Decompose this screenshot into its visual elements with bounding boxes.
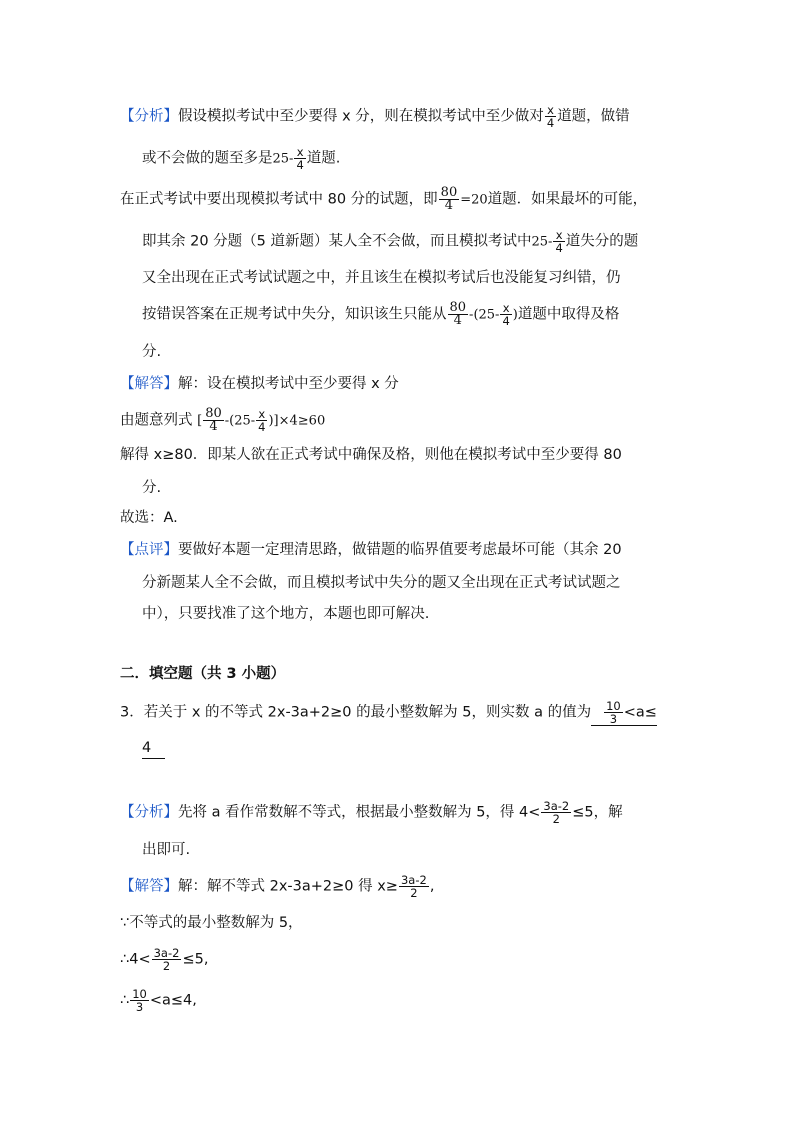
text: ∴ bbox=[120, 992, 130, 1009]
analysis-2-line-2: 出即可. bbox=[142, 842, 191, 858]
text: 假设模拟考试中至少要得 x 分，则在模拟考试中至少做对 bbox=[178, 108, 544, 125]
analysis-tag: 【分析】 bbox=[120, 804, 178, 821]
fraction bbox=[203, 408, 224, 433]
comment-line-1 bbox=[120, 540, 622, 560]
question-3-line-2 bbox=[142, 738, 165, 759]
fraction bbox=[545, 104, 556, 129]
comment-line-3: 中），只要找准了这个地方，本题也即可解决. bbox=[142, 606, 430, 622]
text: 在正式考试中要出现模拟考试中 80 分的试题，即 bbox=[120, 191, 438, 208]
text: , bbox=[429, 878, 435, 895]
numerator: 80 bbox=[440, 185, 458, 200]
numerator: x bbox=[294, 146, 305, 159]
solution-tag: 【解答】 bbox=[120, 376, 178, 392]
section-title: 二．填空题（共 3 小题） bbox=[120, 666, 286, 682]
math: =20 bbox=[460, 192, 488, 208]
paragraph-line-2 bbox=[142, 229, 638, 254]
denominator: 4 bbox=[258, 420, 266, 434]
fraction bbox=[399, 874, 429, 899]
denominator: 4 bbox=[555, 241, 563, 255]
fraction bbox=[152, 947, 182, 972]
math: [ bbox=[197, 413, 203, 429]
text: 或不会做的题至多是 bbox=[142, 150, 273, 167]
numerator: 10 bbox=[606, 699, 621, 713]
solution-line-2 bbox=[120, 408, 325, 433]
numerator: 10 bbox=[132, 987, 147, 1001]
numerator: x bbox=[545, 104, 556, 117]
paragraph-line-5: 分. bbox=[142, 344, 162, 360]
numerator: 3a-2 bbox=[400, 873, 427, 887]
paragraph-line-3: 又全出现在正式考试试题之中，并且该生在模拟考试后也没能复习纠错，仍 bbox=[142, 270, 621, 286]
solution-line-3: 解得 x≥80．即某人欲在正式考试中确保及格，则他在模拟考试中至少要得 80 bbox=[120, 447, 622, 463]
analysis-2-line-1 bbox=[120, 800, 623, 825]
math: 25- bbox=[531, 234, 553, 250]
math: 25- bbox=[272, 151, 294, 167]
fraction bbox=[130, 988, 149, 1013]
denominator: 4 bbox=[444, 198, 454, 213]
math: )]×4≥60 bbox=[268, 413, 326, 429]
math: -(25- bbox=[224, 413, 256, 429]
denominator: 4 bbox=[453, 313, 462, 328]
math: -(25- bbox=[469, 307, 500, 323]
fraction bbox=[541, 800, 571, 825]
text: <a≤4, bbox=[149, 992, 197, 1009]
denominator: 4 bbox=[209, 419, 218, 434]
answer-blank-continued: 4 bbox=[142, 738, 165, 759]
text: 按错误答案在正规考试中失分，知识该生只能从 bbox=[142, 306, 447, 323]
fraction bbox=[294, 146, 305, 171]
fraction bbox=[553, 229, 564, 254]
numerator: x bbox=[500, 302, 511, 315]
comment-line-2: 分新题某人全不会做，而且模拟考试中失分的题又全出现在正式考试试题之 bbox=[142, 575, 621, 591]
text: 道题中取得及格 bbox=[517, 306, 620, 323]
text: 由题意列式 bbox=[120, 412, 193, 429]
denominator: 4 bbox=[502, 314, 510, 328]
solution-line-1 bbox=[120, 374, 399, 394]
paragraph-line-4 bbox=[142, 302, 619, 327]
answer-line: 故选：A. bbox=[120, 510, 178, 526]
solution-2-line-1 bbox=[120, 874, 434, 899]
question-3-line-1 bbox=[120, 700, 657, 726]
fraction bbox=[604, 700, 623, 725]
denominator: 3 bbox=[609, 712, 618, 726]
solution-2-line-4 bbox=[120, 988, 197, 1013]
denominator: 4 bbox=[296, 158, 304, 172]
analysis-line-2 bbox=[142, 146, 340, 171]
numerator: x bbox=[256, 408, 267, 421]
numerator: 3a-2 bbox=[543, 799, 570, 813]
numerator: x bbox=[553, 229, 564, 242]
text: 道题，做错 bbox=[557, 108, 630, 125]
answer-text: <a≤ bbox=[623, 704, 657, 721]
fraction bbox=[500, 302, 511, 327]
text: 解：解不等式 2x-3a+2≥0 得 x≥ bbox=[178, 878, 398, 895]
text: 道题. bbox=[306, 150, 341, 167]
denominator: 2 bbox=[162, 959, 171, 973]
denominator: 2 bbox=[410, 886, 418, 900]
text: ≤5, bbox=[182, 951, 209, 968]
comment-tag: 【点评】 bbox=[120, 542, 178, 558]
math: ) bbox=[512, 307, 518, 323]
numerator: 80 bbox=[449, 300, 467, 315]
fraction bbox=[439, 187, 460, 212]
fraction bbox=[256, 408, 267, 433]
text: 道失分的题 bbox=[565, 233, 639, 250]
analysis-line-1 bbox=[120, 104, 630, 129]
solution-tag: 【解答】 bbox=[120, 878, 178, 895]
denominator: 2 bbox=[552, 812, 560, 826]
question-text: 3．若关于 x 的不等式 2x-3a+2≥0 的最小整数解为 5，则实数 a 的值为 bbox=[120, 704, 592, 721]
text: 道题．如果最坏的可能， bbox=[487, 191, 648, 208]
text: 先将 a 看作常数解不等式，根据最小整数解为 5，得 4< bbox=[178, 804, 541, 821]
paragraph-line-1 bbox=[120, 187, 647, 212]
solution-2-line-2: ∵不等式的最小整数解为 5， bbox=[120, 915, 303, 931]
text: ∴4< bbox=[120, 951, 151, 968]
text: 即其余 20 分题（5 道新题）某人全不会做，而且模拟考试中 bbox=[142, 233, 532, 250]
numerator: 3a-2 bbox=[153, 946, 180, 960]
text: 解：设在模拟考试中至少要得 x 分 bbox=[178, 376, 399, 392]
analysis-tag: 【分析】 bbox=[120, 108, 178, 125]
answer-blank bbox=[591, 700, 657, 726]
solution-2-line-3 bbox=[120, 947, 208, 972]
denominator: 3 bbox=[135, 1000, 144, 1014]
fraction bbox=[448, 302, 469, 327]
numerator: 80 bbox=[205, 406, 222, 421]
text: ≤5，解 bbox=[572, 804, 623, 821]
denominator: 4 bbox=[546, 116, 555, 130]
text: 要做好本题一定理清思路，做错题的临界值要考虑最坏可能（其余 20 bbox=[178, 542, 622, 558]
solution-line-4: 分. bbox=[142, 480, 162, 496]
